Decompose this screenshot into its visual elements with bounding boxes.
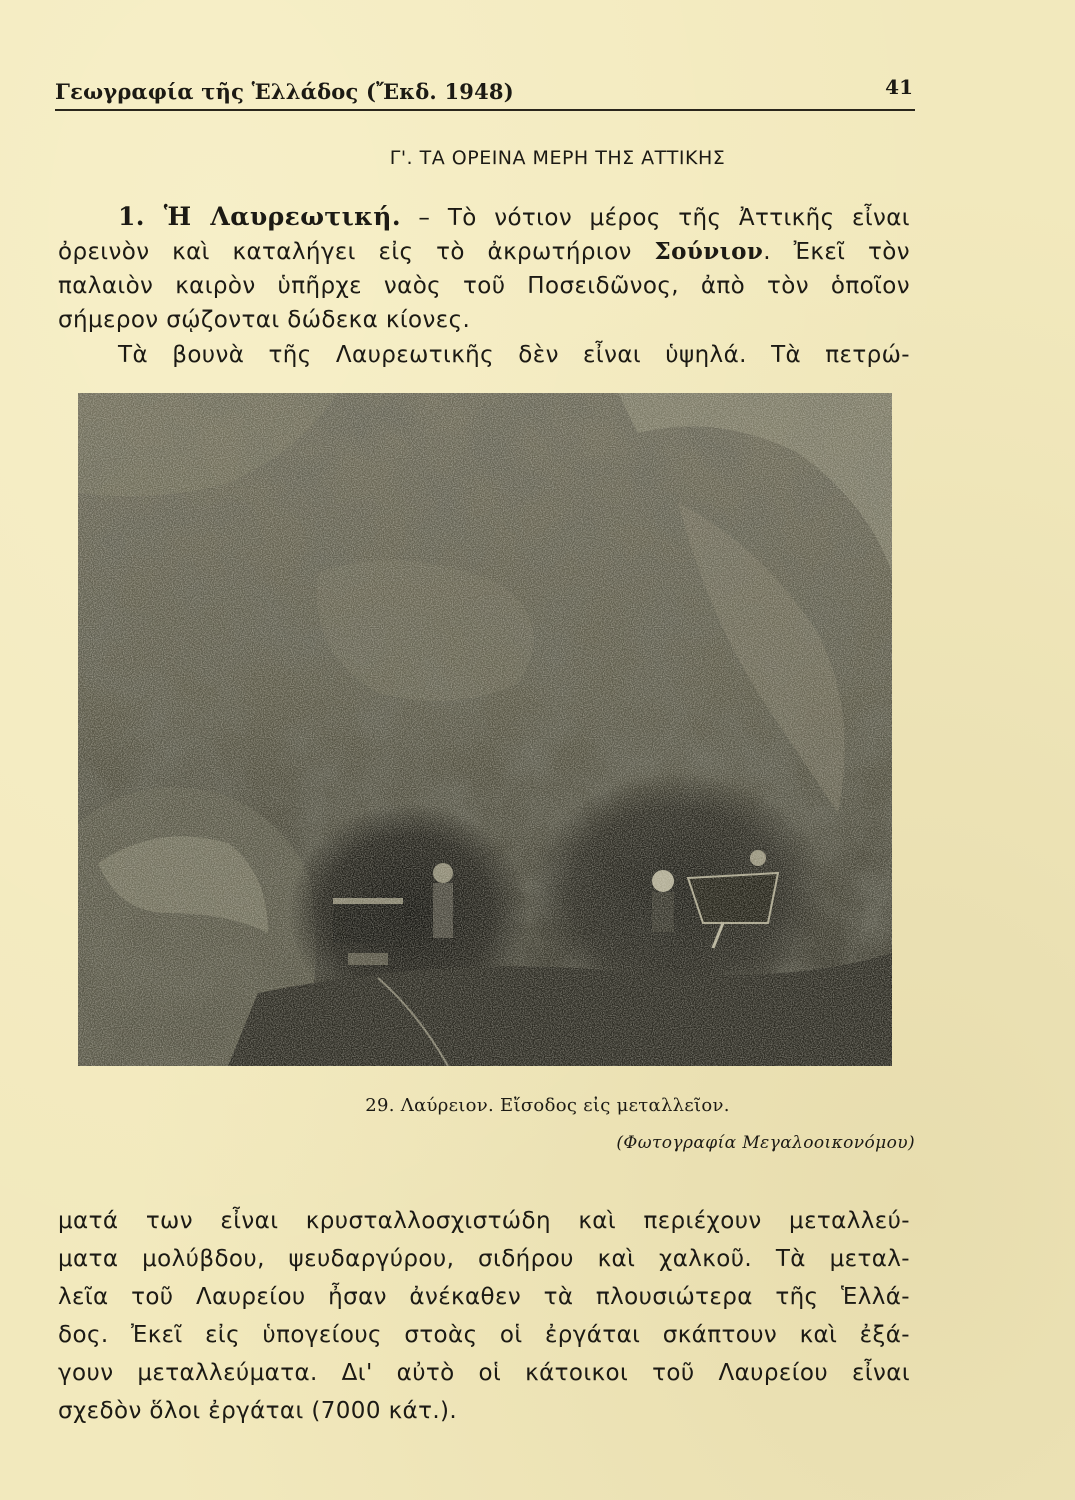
- paragraph-line: παλαιὸν καιρὸν ὑπῆρχε ναὸς τοῦ Ποσειδῶνος, ἀπὸ τὸν ὁποῖον: [58, 273, 910, 299]
- running-header: [55, 73, 915, 111]
- text-run: . Ἐκεῖ τὸν: [763, 239, 910, 265]
- figure-caption: 29. Λαύρειον. Εἴσοδος εἰς μεταλλεῖον.: [365, 1095, 730, 1116]
- paragraph-line: ματά των εἶναι κρυσταλλοσχιστώδη καὶ περιέχουν μεταλλεύ-: [58, 1208, 910, 1234]
- paragraph-line: γουν μεταλλεύματα. Δι' αὐτὸ οἱ κάτοικοι τοῦ Λαυρείου εἶναι: [58, 1360, 910, 1386]
- mine-entrance-photo: [78, 393, 892, 1066]
- photo-credit: (Φωτογραφία Μεγαλοοικονόμου): [616, 1133, 915, 1153]
- text-run: ὀρεινὸν καὶ καταλήγει εἰς τὸ ἀκρωτήριον: [58, 239, 655, 265]
- paragraph-mines: [58, 1202, 910, 1430]
- page-number: 41: [885, 75, 913, 99]
- paragraph-line: [58, 235, 910, 269]
- paragraph-mountains: [58, 338, 910, 372]
- section-heading: Γ'. ΤΑ ΟΡΕΙΝΑ ΜΕΡΗ ΤΗΣ ΑΤΤΙΚΗΣ: [389, 147, 726, 169]
- paragraph-line: [58, 200, 910, 235]
- paragraph-line: λεῖα τοῦ Λαυρείου ἦσαν ἀνέκαθεν τὰ πλουσιώτερα τῆς Ἑλλά-: [58, 1284, 910, 1310]
- paragraph-line: σχεδὸν ὅλοι ἐργάται (7000 κάτ.).: [58, 1398, 458, 1424]
- header-title: Γεωγραφία τῆς Ἑλλάδος (Ἔκδ. 1948): [55, 79, 514, 104]
- paragraph-line: ματα μολύβδου, ψευδαργύρου, σιδήρου καὶ χαλκοῦ. Τὰ μεταλ-: [58, 1246, 910, 1272]
- paragraph-line: δος. Ἐκεῖ εἰς ὑπογείους στοὰς οἱ ἐργάται σκάπτουν καὶ ἐξά-: [58, 1322, 910, 1348]
- paragraph-line: σήμερον σῴζονται δώδεκα κίονες.: [58, 307, 471, 333]
- paragraph-line: Τὰ βουνὰ τῆς Λαυρεωτικῆς δὲν εἶναι ὑψηλά. Τὰ πετρώ-: [118, 342, 910, 368]
- subsection-title: 1. Ἡ Λαυρεωτική.: [118, 202, 401, 231]
- text-run: Τὸ νότιον μέρος τῆς Ἀττικῆς εἶναι: [447, 205, 910, 231]
- place-name-sounion: Σούνιον: [654, 238, 764, 265]
- dash: –: [400, 205, 448, 231]
- paragraph-lavreotiki-intro: [58, 200, 910, 337]
